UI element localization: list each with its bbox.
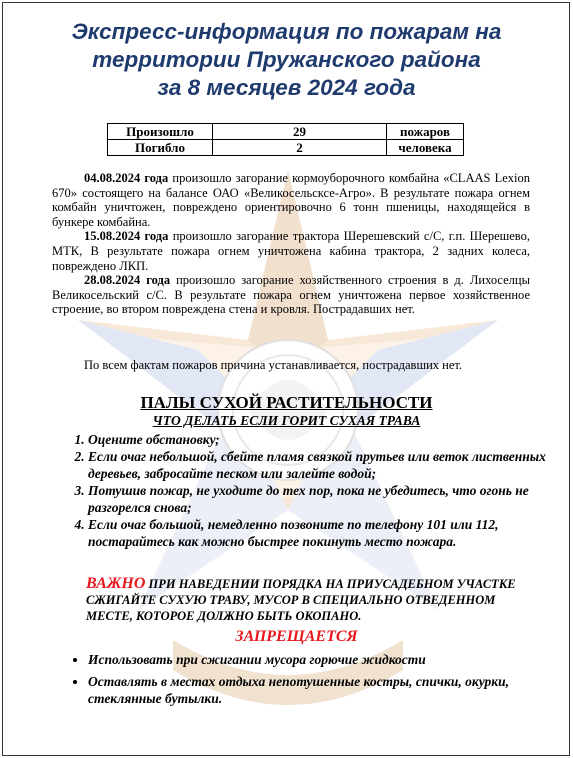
incident-date: 15.08.2024 года (84, 229, 169, 244)
list-item: 1. Оцените обстановку; (88, 431, 573, 448)
important-notice (86, 576, 536, 624)
summary-text: По всем фактам пожаров причина устанавливается, пострадавших нет. (84, 358, 463, 372)
incident-text: произошло загорание хозяйственного строения в д. Лихоселцы Великосельский с/С. В результате пожара огнем уничтожена первое хозяйственное строение, во втором повреждена стена и кровля. Пострадавших нет. (52, 273, 530, 317)
list-item: 3. Потушив пожар, не уходите до тех пор, пока не убедитесь, что огонь не разгорелся снова; (88, 482, 573, 516)
document-title (0, 18, 573, 102)
forbidden-title: ЗАПРЕЩАЕТСЯ (235, 628, 358, 645)
incident-paragraph (52, 229, 530, 273)
title-line-2: территории Пружанского района (92, 47, 481, 72)
incident-date: 04.08.2024 года (84, 171, 169, 185)
incident-text: произошло загорание трактора Шерешевский с/С, г.п. Шерешево, МТК, В результате пожара огнем уничтожена кабина трактора, 2 задних колеса, повреждено ЛКП. (52, 229, 530, 273)
table-row (108, 124, 464, 140)
title-line-1: Экспресс-информация по пожарам на (71, 19, 502, 44)
forbidden-list (60, 651, 558, 712)
list-item: 2. Если очаг небольшой, сбейте пламя связкой прутьев или веток лиственных деревьев, забросайте песком или залейте водой; (88, 448, 573, 482)
important-label: ВАЖНО (86, 575, 146, 592)
incident-paragraph (52, 273, 530, 317)
stats-value-cell: 29 (213, 124, 387, 140)
stats-value-cell: 2 (213, 140, 387, 156)
table-row (108, 140, 464, 156)
important-text: ПРИ НАВЕДЕНИИ ПОРЯДКА НА ПРИУСАДЕБНОМ УЧАСТКЕ СЖИГАЙТЕ СУХУЮ ТРАВУ, МУСОР В СПЕЦИАЛЬНО ОТВЕДЕННОМ МЕСТЕ, КОТОРОЕ ДОЛЖНО БЫТЬ ОКОПАНО. (86, 577, 516, 623)
stats-label-cell: Погибло (108, 140, 213, 156)
incident-reports (52, 171, 530, 317)
list-item: 4. Если очаг большой, немедленно позвоните по телефону 101 или 112, постарайтесь как можно быстрее покинуть место пожара. (88, 516, 573, 550)
list-item: • Оставлять в местах отдыха непотушенные костры, спички, окурки, стеклянные бутылки. (88, 673, 558, 707)
stats-unit-cell: человека (387, 140, 464, 156)
section-title: ПАЛЫ СУХОЙ РАСТИТЕЛЬНОСТИ (140, 393, 433, 412)
steps-list (52, 431, 573, 550)
incident-date: 28.08.2024 года (84, 273, 171, 288)
title-line-3: за 8 месяцев 2024 года (157, 75, 416, 100)
list-item: • Использовать при сжигании мусора горючие жидкости (88, 651, 558, 668)
stats-unit-cell: пожаров (387, 124, 464, 140)
incident-paragraph (52, 171, 530, 229)
fire-stats-table (107, 123, 464, 156)
section-subtitle: ЧТО ДЕЛАТЬ ЕСЛИ ГОРИТ СУХАЯ ТРАВА (152, 413, 421, 428)
incident-text: произошло загорание кормоуборочного комбайна «CLAAS Lexion 670» состоящего на балансе ОАО «Великосельсксе-Агро». В результате пожара огнем комбайн уничтожен, повреждено ориентировочно 6 тонн пшеницы, находящейся в бункере комбайна. (52, 171, 531, 229)
stats-label-cell: Произошло (108, 124, 213, 140)
